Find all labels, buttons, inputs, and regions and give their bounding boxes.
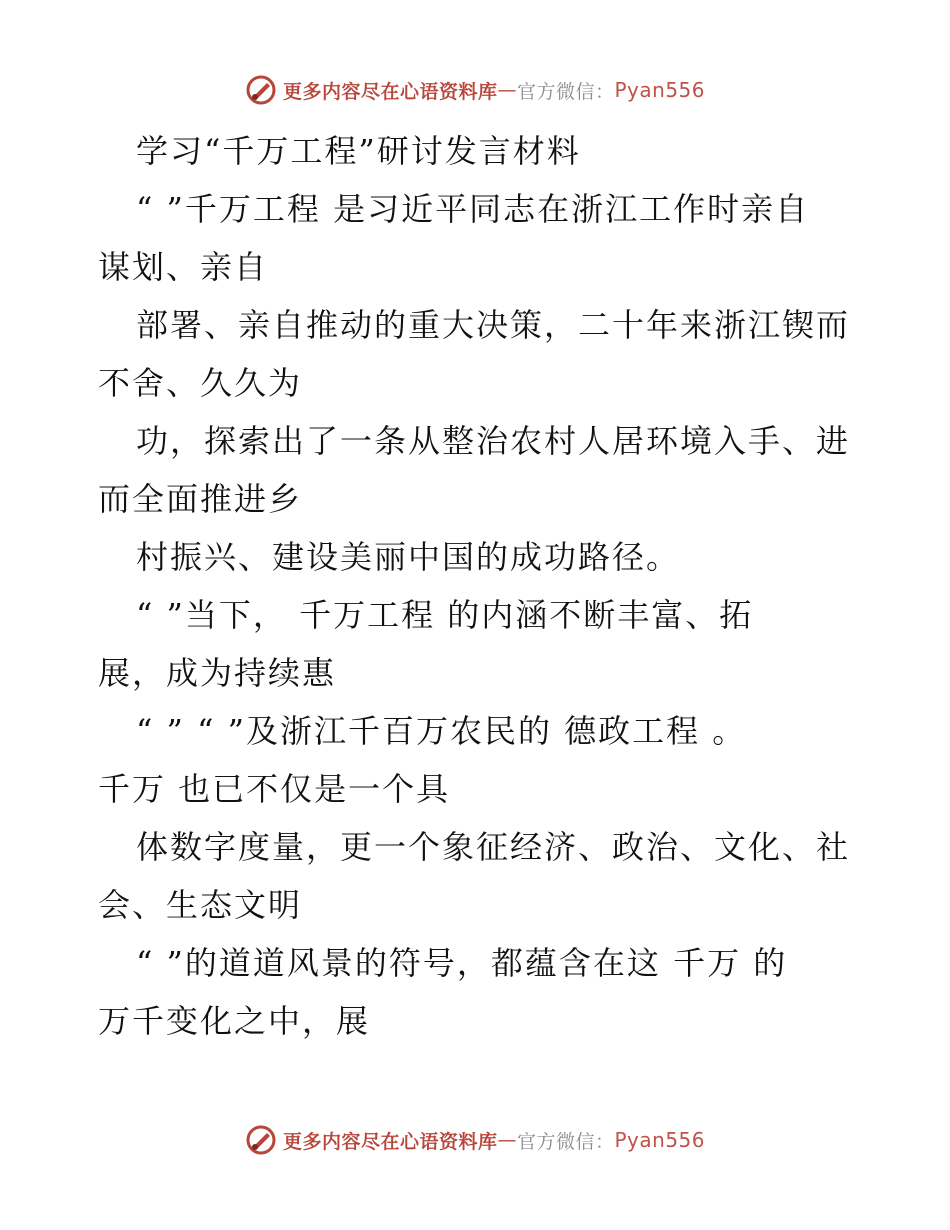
doc-line: “ ”的道道风景的符号，都蕴含在这 千万 的: [136, 944, 788, 982]
footer-watermark: [0, 1120, 950, 1160]
header-watermark: [0, 70, 950, 110]
watermark-wechat-label: 官方微信：: [516, 80, 615, 103]
doc-line: “ ”当下， 千万工程 的内涵不断丰富、拓: [136, 596, 754, 634]
watermark-wechat-id: Pyan556: [614, 1128, 706, 1152]
doc-line: 村振兴、建设美丽中国的成功路径。: [136, 538, 681, 576]
doc-line: “ ” “ ”及浙江千百万农民的 德政工程 。: [136, 712, 747, 750]
doc-line: 展，成为持续惠: [98, 654, 337, 692]
watermark-wechat-id: Pyan556: [614, 78, 706, 102]
watermark-dash: —: [497, 1129, 517, 1151]
doc-line: 谋划、亲自: [98, 248, 269, 286]
watermark-wechat-label: 官方微信：: [516, 1130, 615, 1153]
doc-line: 会、生态文明: [98, 886, 303, 924]
doc-title: 学习“千万工程”研讨发言材料: [136, 132, 581, 170]
doc-line: 功，探索出了一条从整治农村人居环境入手、进: [136, 422, 851, 460]
document-body: [98, 122, 858, 1050]
brush-logo-icon: [245, 74, 277, 106]
watermark-dash: —: [497, 79, 517, 101]
doc-line: 而全面推进乡: [98, 480, 303, 518]
doc-line: 体数字度量，更一个象征经济、政治、文化、社: [136, 828, 851, 866]
doc-line: 部署、亲自推动的重大决策，二十年来浙江锲而: [136, 306, 851, 344]
watermark-title: 更多内容尽在心语资料库: [282, 1130, 498, 1153]
doc-line: 千万 也已不仅是一个具: [98, 770, 451, 808]
doc-line: 万千变化之中，展: [98, 1002, 371, 1040]
doc-line: “ ”千万工程 是习近平同志在浙江工作时亲自: [136, 190, 810, 228]
brush-logo-icon: [245, 1124, 277, 1156]
doc-line: 不舍、久久为: [98, 364, 303, 402]
watermark-title: 更多内容尽在心语资料库: [282, 80, 498, 103]
